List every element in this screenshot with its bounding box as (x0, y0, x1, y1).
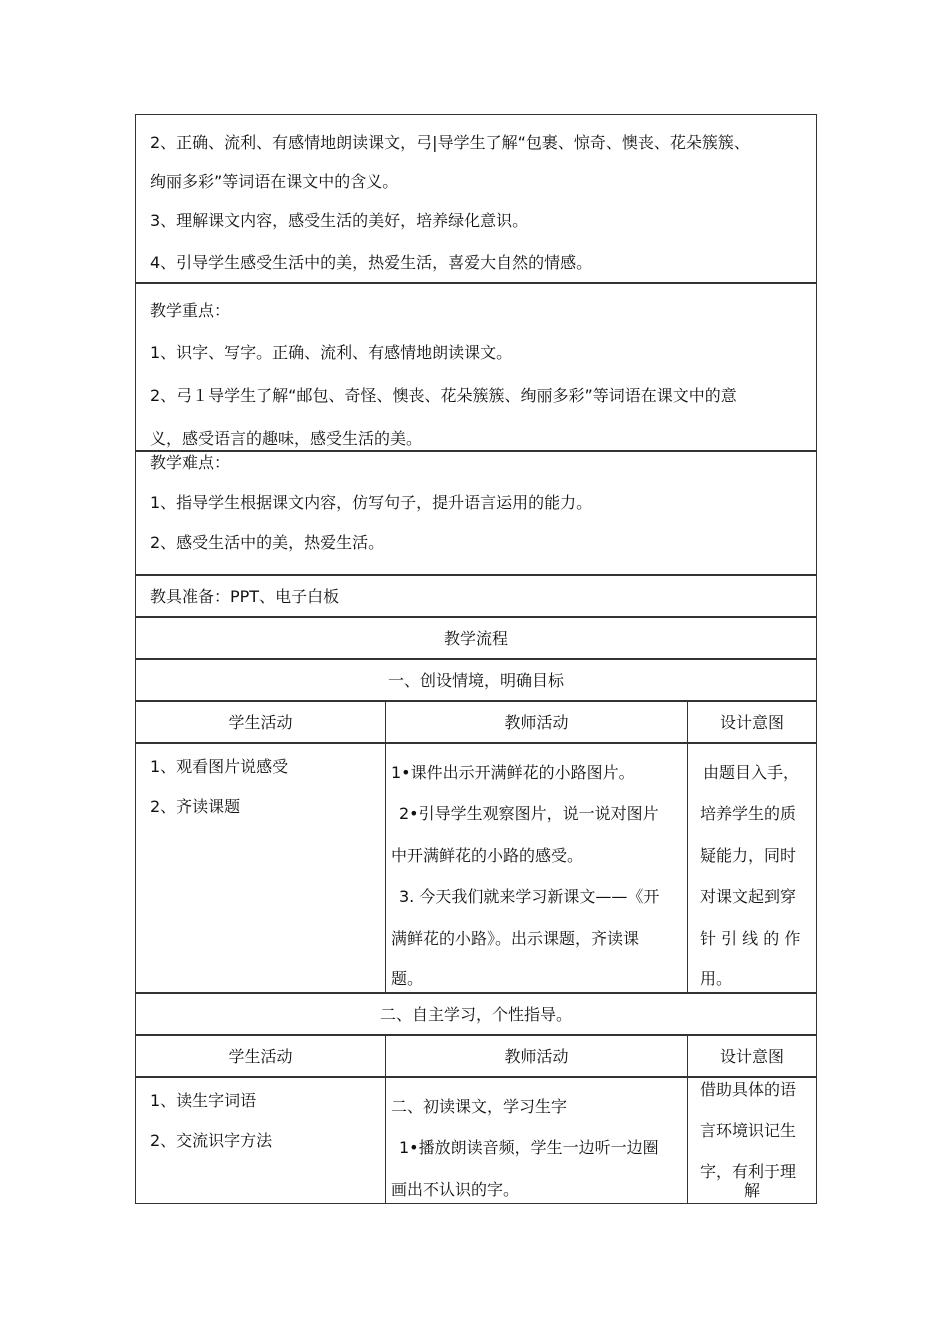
student-activity-item: 1、读生字词语 (150, 1091, 257, 1110)
design-intent-line: 对课文起到穿 (700, 887, 797, 906)
section-2-title: 二、自主学习，个性指导。 (379, 1005, 572, 1024)
section-1-title: 一、创设情境，明确目标 (387, 671, 564, 690)
column-divider (687, 1077, 688, 1203)
header-teacher-activity: 教师活动 (504, 713, 569, 732)
teacher-activity-line: 满鲜花的小路》。出示课题，齐读课 (391, 929, 640, 948)
teacher-activity-line: 2•引导学生观察图片，说一说对图片 (399, 804, 659, 823)
design-intent-line: 用。 (700, 969, 733, 988)
objectives-block (135, 114, 817, 284)
teacher-activity-line: 1•播放朗读音频，学生一边听一边圈 (399, 1138, 659, 1157)
key-point-1: 1、识字、写字。正确、流利、有感情地朗读课文。 (150, 343, 513, 362)
difficulties-heading: 教学难点： (150, 453, 231, 472)
objective-2-line-a: 2、正确、流利、有感情地朗读课文，弓|导学生了解“包裹、惊奇、懊丧、花朵簇簇、 (150, 133, 750, 152)
key-point-2-line-a: 2、弓１导学生了解“邮包、奇怪、懊丧、花朵簇簇、绚丽多彩”等词语在课文中的意 (150, 386, 737, 405)
design-intent-line: 培养学生的质 (700, 804, 797, 823)
flow-title: 教学流程 (443, 629, 508, 648)
design-intent-line: 疑能力，同时 (700, 846, 797, 865)
section-1-body-row (135, 742, 817, 994)
header-design-intent: 设计意图 (719, 1047, 784, 1066)
student-activity-item: 1、观看图片说感受 (150, 757, 289, 776)
difficulty-2: 2、感受生活中的美，热爱生活。 (150, 533, 385, 552)
tools-text: 教具准备：PPT、电子白板 (150, 587, 340, 606)
objective-3: 3、理解课文内容，感受生活的美好，培养绿化意识。 (150, 211, 529, 230)
key-points-heading: 教学重点： (150, 301, 231, 320)
section-2-body-row (135, 1076, 817, 1204)
header-student-activity: 学生活动 (228, 713, 293, 732)
difficulties-block (135, 450, 817, 576)
teacher-activity-line: 画出不认识的字。 (391, 1180, 520, 1199)
teacher-activity-line: 中开满鲜花的小路的感受。 (391, 846, 584, 865)
design-intent-line: 解 (744, 1181, 761, 1200)
teacher-activity-line: 1•课件出示开满鲜花的小路图片。 (391, 763, 635, 782)
difficulty-1: 1、指导学生根据课文内容，仿写句子，提升语言运用的能力。 (150, 493, 593, 512)
tools-block (135, 574, 817, 618)
key-points-block (135, 282, 817, 452)
student-activity-item: 2、交流识字方法 (150, 1131, 273, 1150)
flow-title-row (135, 616, 817, 660)
teacher-activity-line: 二、初读课文，学习生字 (391, 1097, 568, 1116)
design-intent-line: 字，有利于理 (700, 1162, 797, 1181)
teacher-activity-line: 3. 今天我们就来学习新课文——《开 (399, 887, 660, 906)
design-intent-line: 针 引 线 的 作 (700, 929, 801, 948)
teacher-activity-line: 题。 (391, 969, 424, 988)
section-2-header-row (135, 1034, 817, 1078)
column-divider (687, 743, 688, 993)
column-divider (385, 1077, 386, 1203)
header-design-intent: 设计意图 (719, 713, 784, 732)
objective-4: 4、引导学生感受生活中的美，热爱生活，喜爱大自然的情感。 (150, 253, 593, 272)
section-1-header-row (135, 700, 817, 744)
student-activity-item: 2、齐读课题 (150, 797, 241, 816)
column-divider (385, 743, 386, 993)
design-intent-line: 由题目入手， (703, 763, 800, 782)
header-teacher-activity: 教师活动 (504, 1047, 569, 1066)
design-intent-line: 借助具体的语 (700, 1080, 797, 1099)
objective-2-line-b: 绚丽多彩”等词语在课文中的含义。 (150, 172, 399, 191)
design-intent-line: 言环境识记生 (700, 1121, 797, 1140)
header-student-activity: 学生活动 (228, 1047, 293, 1066)
key-point-2-line-b: 义，感受语言的趣味，感受生活的美。 (150, 429, 423, 448)
section-2-title-row (135, 992, 817, 1036)
section-1-title-row (135, 658, 817, 702)
